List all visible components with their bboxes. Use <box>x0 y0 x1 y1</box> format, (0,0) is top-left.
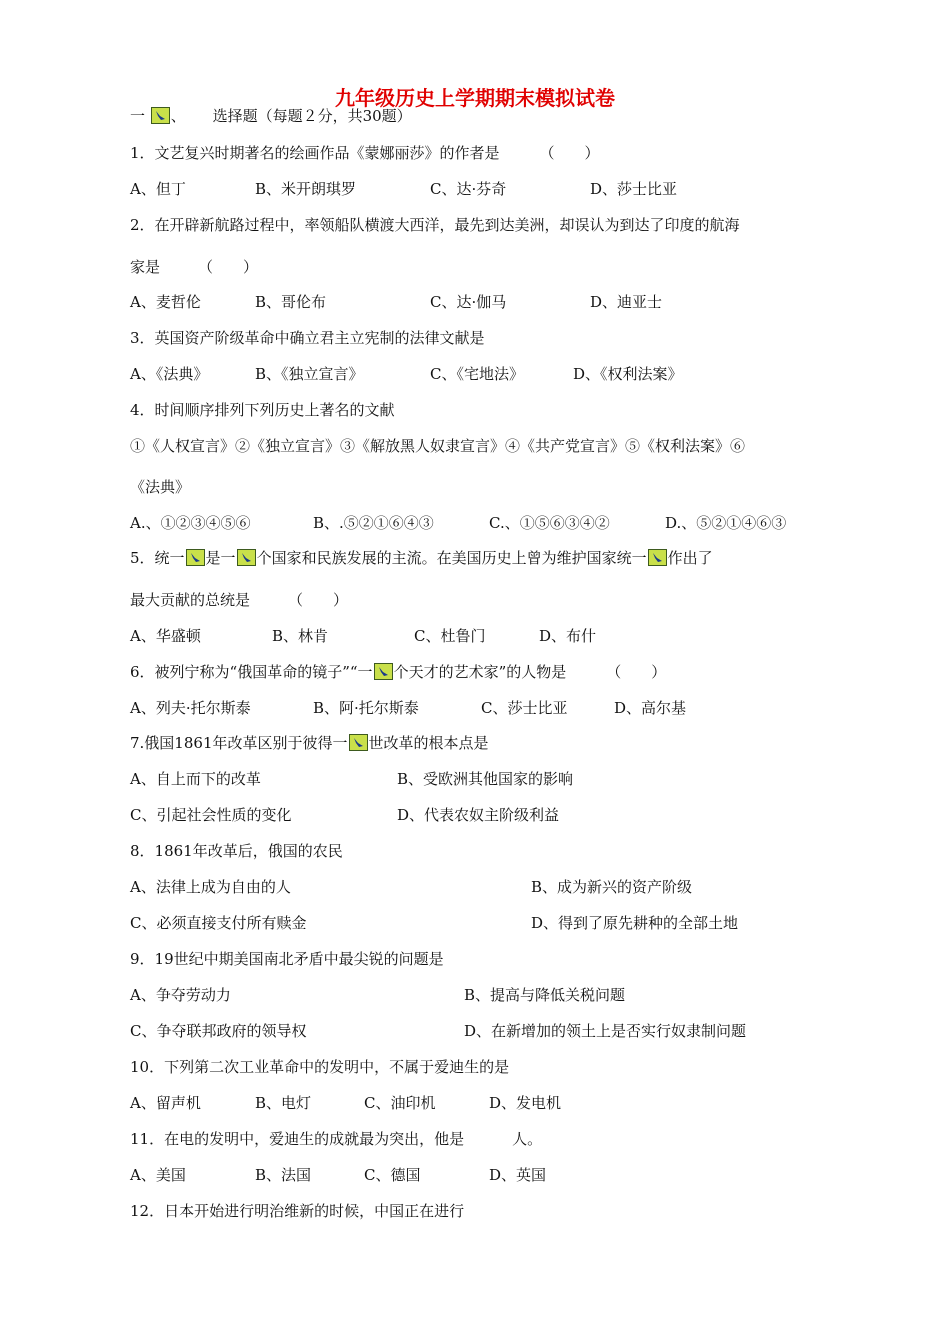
option: D、高尔基 <box>614 699 687 717</box>
question-stem: 2．在开辟新航路过程中，率领船队横渡大西洋，最先到达美洲，却误认为到达了印度的航海 <box>130 216 740 234</box>
option: B、《独立宣言》 <box>255 365 364 383</box>
option: B、米开朗琪罗 <box>255 180 357 198</box>
option: A、法律上成为自由的人 <box>130 878 291 896</box>
option: C.、①⑤⑥③④② <box>489 514 610 532</box>
pencil-icon <box>374 663 393 680</box>
option: D、在新增加的领土上是否实行奴隶制问题 <box>464 1022 747 1040</box>
question-stem: 12．日本开始进行明治维新的时候，中国正在进行 <box>130 1202 465 1220</box>
question-stem: 10．下列第二次工业革命中的发明中，不属于爱迪生的是 <box>130 1058 510 1076</box>
option: D、代表农奴主阶级利益 <box>397 806 560 824</box>
option: A、争夺劳动力 <box>130 986 231 1004</box>
option: D、发电机 <box>489 1094 562 1112</box>
question-stem: 6．被列宁称为“俄国革命的镜子”“一 个天才的艺术家”的人物是 （ ） <box>130 663 667 681</box>
option: D、得到了原先耕种的全部土地 <box>531 914 739 932</box>
option: A、列夫·托尔斯泰 <box>130 699 251 717</box>
question-stem: 7.俄国1861年改革区别于彼得一 世改革的根本点是 <box>130 734 489 752</box>
question-stem: 9．19世纪中期美国南北矛盾中最尖锐的问题是 <box>130 950 444 968</box>
question-stem: 4．时间顺序排列下列历史上著名的文献 <box>130 401 395 419</box>
option: B、受欧洲其他国家的影响 <box>397 770 574 788</box>
option: C、引起社会性质的变化 <box>130 806 292 824</box>
option: C、达·伽马 <box>430 293 507 311</box>
option: B、电灯 <box>255 1094 312 1112</box>
option: B、.⑤②①⑥④③ <box>313 514 434 532</box>
option: B、提高与降低关税问题 <box>464 986 626 1004</box>
option: A、《法典》 <box>130 365 209 383</box>
option: A、留声机 <box>130 1094 201 1112</box>
option: B、哥伦布 <box>255 293 327 311</box>
option: C、达·芬奇 <box>430 180 507 198</box>
question-stem-cont: 家是 （ ） <box>130 258 259 276</box>
question-stem-cont: 最大贡献的总统是 （ ） <box>130 591 349 609</box>
option: B、成为新兴的资产阶级 <box>531 878 693 896</box>
pencil-icon <box>237 549 256 566</box>
question-stem-cont: 《法典》 <box>130 478 191 496</box>
option: A、麦哲伦 <box>130 293 201 311</box>
option: D、迪亚士 <box>590 293 663 311</box>
question-stem: 3．英国资产阶级革命中确立君主立宪制的法律文献是 <box>130 329 485 347</box>
option: B、阿·托尔斯泰 <box>313 699 419 717</box>
option: C、《宅地法》 <box>430 365 524 383</box>
pencil-icon <box>186 549 205 566</box>
question-stem: 8．1861年改革后，俄国的农民 <box>130 842 343 860</box>
option: A、华盛顿 <box>130 627 201 645</box>
option: C、德国 <box>364 1166 421 1184</box>
option: D、莎士比亚 <box>590 180 678 198</box>
pencil-icon <box>648 549 667 566</box>
question-stem: 1．文艺复兴时期著名的绘画作品《蒙娜丽莎》的作者是 （ ） <box>130 144 600 162</box>
option: A.、①②③④⑤⑥ <box>130 514 251 532</box>
question-stem: 5．统一 是一 个国家和民族发展的主流。在美国历史上曾为维护国家统一 作出了 <box>130 549 713 567</box>
option: B、法国 <box>255 1166 312 1184</box>
option: A、美国 <box>130 1166 186 1184</box>
question-stem: 11．在电的发明中，爱迪生的成就最为突出，他是 人。 <box>130 1130 543 1148</box>
section-heading: 一 、 选择题（每题２分，共30题） <box>130 107 412 125</box>
option: C、杜鲁门 <box>414 627 486 645</box>
question-stem-cont: ①《人权宣言》②《独立宣言》③《解放黑人奴隶宣言》④《共产党宣言》⑤《权利法案》⑥ <box>130 437 746 455</box>
option: D、英国 <box>489 1166 547 1184</box>
doc-title: 九年级历史上学期期末模拟试卷 <box>335 86 615 110</box>
option: C、争夺联邦政府的领导权 <box>130 1022 307 1040</box>
pencil-icon <box>151 107 170 124</box>
pencil-icon <box>349 734 368 751</box>
option: C、必须直接支付所有赎金 <box>130 914 307 932</box>
option: C、油印机 <box>364 1094 436 1112</box>
option: D、布什 <box>539 627 597 645</box>
option: A、但丁 <box>130 180 186 198</box>
option: C、莎士比亚 <box>481 699 568 717</box>
option: A、自上而下的改革 <box>130 770 261 788</box>
option: D、《权利法案》 <box>573 365 683 383</box>
option: D.、⑤②①④⑥③ <box>665 514 787 532</box>
option: B、林肯 <box>272 627 329 645</box>
